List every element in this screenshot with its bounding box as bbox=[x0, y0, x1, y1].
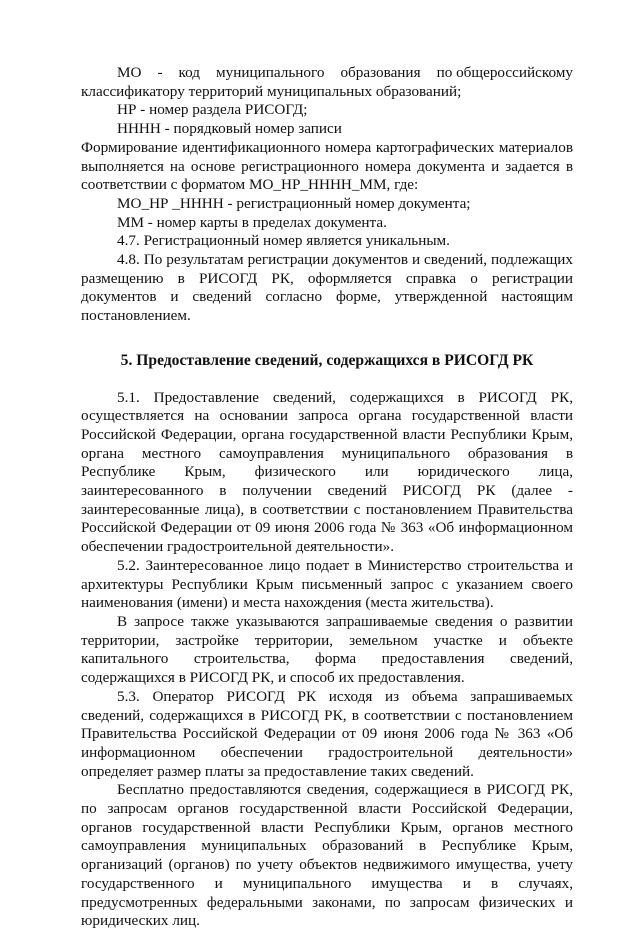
word: по общероссийскому bbox=[436, 64, 573, 81]
hp-definition: НР - номер раздела РИСОГД; bbox=[117, 101, 308, 119]
word: муниципального bbox=[216, 64, 325, 81]
mo-definition-line bbox=[81, 64, 573, 83]
paragraph-5-3-free-provision: Бесплатно предоставляются сведения, содержащиеся в РИСОГД РК, по запросам органов государственной власти Российской Федерации, органов государственной власти Республики Крым, органов местного самоуправления муниципальных образований в Республике Крым, организаций (органов) по учету объектов недвижимого имущества, учету государственного и муниципального имущества и в случаях, предусмотренных федеральными законами, по запросам физических и юридических лиц. bbox=[81, 781, 573, 930]
paragraph-5-3: 5.3. Оператор РИСОГД РК исходя из объема запрашиваемых сведений, содержащихся в РИСОГД РК, в соответствии с постановлением Правительства Российской Федерации от 09 июня 2006 года № 363 «Об информационном обеспечении градостроительной деятельности» определяет размер платы за предоставление таких сведений. bbox=[81, 687, 573, 780]
mm-definition: ММ - номер карты в пределах документа. bbox=[117, 213, 387, 231]
hhhh-definition: НННН - порядковый номер записи bbox=[117, 120, 342, 138]
paragraph-5-2-request-details: В запросе также указываются запрашиваемые сведения о развитии территории, застройке территории, земельном участке и объекте капитального строительства, форма предоставления сведений, содержащихся в РИСОГД РК, и способ их предоставления. bbox=[81, 612, 573, 687]
formation-paragraph: Формирование идентификационного номера картографических материалов выполняется на основе регистрационного номера документа и задается в соответствии с форматом МО_НР_НННН_ММ, где: bbox=[81, 138, 573, 194]
paragraph-5-2: 5.2. Заинтересованное лицо подает в Министерство строительства и архитектуры Республики Крым письменный запрос с указанием своего наименования (имени) и места нахождения (места жительства). bbox=[81, 556, 573, 612]
paragraph-4-8: 4.8. По результатам регистрации документов и сведений, подлежащих размещению в РИСОГД РК, оформляется справка о регистрации документов и сведений согласно форме, утвержденной настоящим постановлением. bbox=[81, 251, 573, 325]
document-body bbox=[81, 64, 573, 931]
mo-definition-continuation: классификатору территорий муниципальных образований; bbox=[81, 82, 462, 100]
word: МО bbox=[117, 64, 142, 81]
paragraph-4-7: 4.7. Регистрационный номер является уникальным. bbox=[117, 232, 450, 250]
section-5-heading: 5. Предоставление сведений, содержащихся в РИСОГД РК bbox=[120, 351, 534, 369]
paragraph-5-1: 5.1. Предоставление сведений, содержащихся в РИСОГД РК, осуществляется на основании запроса органа государственной власти Российской Федерации, органа государственной власти Республики Крым, органа местного самоуправления муниципального образования в Республике Крым, физического или юридического лица, заинтересованного в получении сведений РИСОГД РК (далее - заинтересованные лица), в соответствии с постановлением Правительства Российской Федерации от 09 июня 2006 года № 363 «Об информационном обеспечении градостроительной деятельности». bbox=[81, 388, 573, 556]
format-definition: МО_НР _НННН - регистрационный номер документа; bbox=[117, 194, 471, 212]
word: - bbox=[157, 64, 163, 81]
word: образования bbox=[340, 64, 421, 81]
word: код bbox=[178, 64, 201, 81]
